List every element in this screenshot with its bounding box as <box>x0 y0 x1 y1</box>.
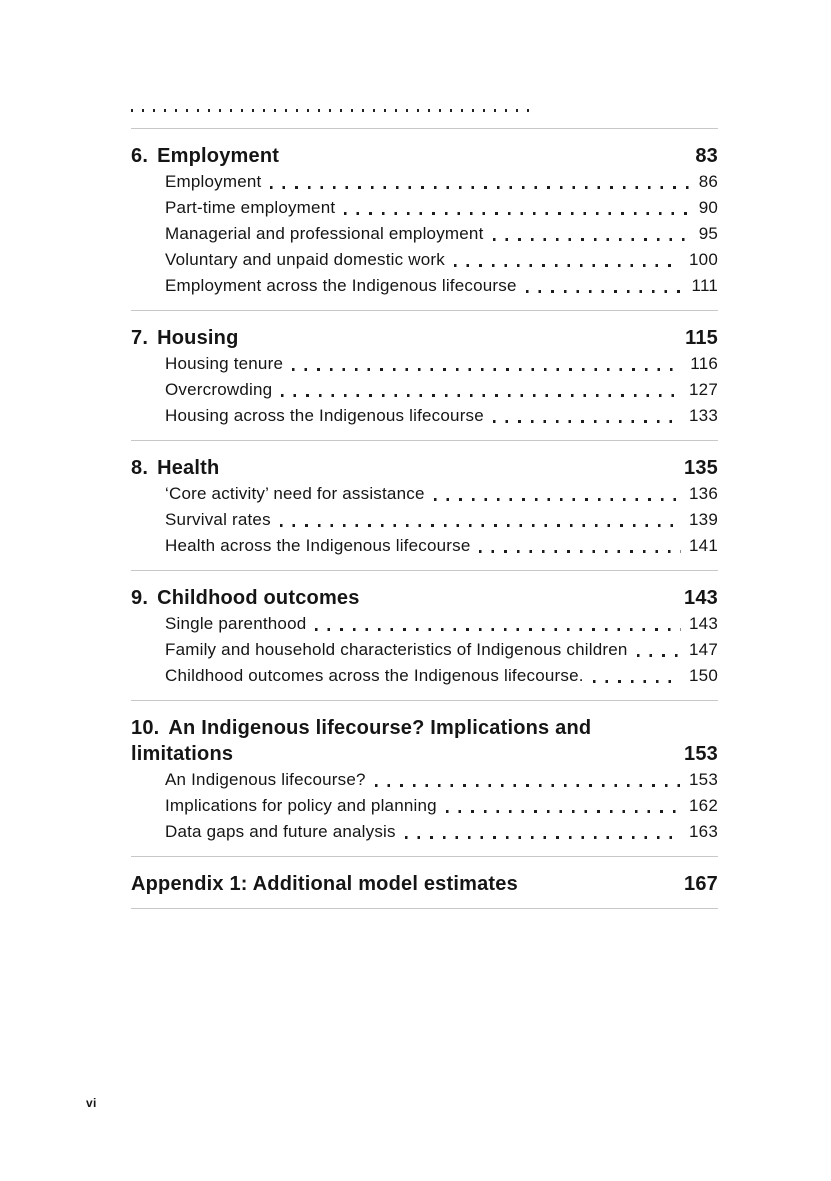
entry-title: An Indigenous lifecourse? <box>165 770 366 789</box>
clipped-text-remnant <box>131 109 533 112</box>
chapter-page-number: 115 <box>685 327 718 349</box>
dot-leader <box>344 212 690 215</box>
chapter-name: Health <box>157 457 220 479</box>
entry-page-number: 163 <box>689 822 718 841</box>
chapter-number: 6. <box>131 145 149 167</box>
entry-list <box>131 481 718 559</box>
entry-page-number: 139 <box>689 510 718 529</box>
toc-section-lifecourse-implications <box>131 700 718 856</box>
toc-entry <box>165 767 718 793</box>
toc-entry <box>165 611 718 637</box>
toc-section-appendix-1 <box>131 856 718 909</box>
dot-leader <box>454 264 681 267</box>
toc-section-health <box>131 440 718 570</box>
dot-leader <box>493 420 681 423</box>
chapter-heading <box>131 455 718 481</box>
chapter-name: Childhood outcomes <box>157 587 360 609</box>
entry-title: Part-time employment <box>165 198 336 217</box>
toc-entry <box>165 533 718 559</box>
entry-list <box>131 169 718 299</box>
entry-page-number: 100 <box>689 250 718 269</box>
dot-leader <box>434 498 681 501</box>
entry-list <box>131 611 718 689</box>
dot-leader <box>270 186 690 189</box>
entry-title: Voluntary and unpaid domestic work <box>165 250 445 269</box>
chapter-name: An Indigenous lifecourse? Implications and limitations <box>131 717 592 765</box>
toc-entry <box>165 221 718 247</box>
chapter-number: 10. <box>131 717 160 739</box>
toc-entry <box>165 637 718 663</box>
entry-page-number: 86 <box>698 172 718 191</box>
entry-page-number: 95 <box>698 224 718 243</box>
chapter-heading <box>131 143 718 169</box>
entry-title: Health across the Indigenous lifecourse <box>165 536 471 555</box>
entry-title: Overcrowding <box>165 380 273 399</box>
chapter-name: Housing <box>157 327 239 349</box>
entry-page-number: 150 <box>689 666 718 685</box>
entry-page-number: 136 <box>689 484 718 503</box>
dot-leader <box>405 836 681 839</box>
chapter-page-number: 143 <box>684 587 718 609</box>
chapter-title <box>131 871 684 897</box>
chapter-number: 7. <box>131 327 149 349</box>
chapter-name: Appendix 1: Additional model estimates <box>131 873 518 895</box>
entry-title: ‘Core activity’ need for assistance <box>165 484 425 503</box>
entry-title: Housing tenure <box>165 354 284 373</box>
entry-page-number: 90 <box>698 198 718 217</box>
chapter-heading <box>131 585 718 611</box>
entry-list <box>131 767 718 845</box>
dot-leader <box>315 628 681 631</box>
entry-page-number: 162 <box>689 796 718 815</box>
chapter-name: Employment <box>157 145 280 167</box>
dot-leader <box>479 550 681 553</box>
toc-entry <box>165 403 718 429</box>
folio-page-number: vi <box>86 1096 97 1110</box>
toc-entry <box>165 351 718 377</box>
chapter-page-number: 153 <box>684 743 718 765</box>
entry-title: Childhood outcomes across the Indigenous lifecourse. <box>165 666 584 685</box>
entry-title: Housing across the Indigenous lifecourse <box>165 406 484 425</box>
dot-leader <box>493 238 691 241</box>
entry-page-number: 133 <box>689 406 718 425</box>
dot-leader <box>593 680 681 683</box>
toc-entry <box>165 247 718 273</box>
dot-leader <box>375 784 681 787</box>
entry-title: Employment <box>165 172 262 191</box>
toc-content <box>131 0 718 909</box>
chapter-heading <box>131 871 718 897</box>
toc-entry <box>165 273 718 299</box>
chapter-title <box>131 455 684 481</box>
chapter-heading <box>131 325 718 351</box>
entry-page-number: 153 <box>689 770 718 789</box>
dot-leader <box>281 394 681 397</box>
toc-entry <box>165 663 718 689</box>
toc-entry <box>165 377 718 403</box>
toc-section-housing <box>131 310 718 440</box>
entry-title: Single parenthood <box>165 614 307 633</box>
chapter-number: 8. <box>131 457 149 479</box>
entry-title: Implications for policy and planning <box>165 796 437 815</box>
toc-section-childhood-outcomes <box>131 570 718 700</box>
entry-title: Data gaps and future analysis <box>165 822 396 841</box>
entry-page-number: 141 <box>689 536 718 555</box>
entry-list <box>131 351 718 429</box>
dot-leader <box>280 524 681 527</box>
chapter-page-number: 167 <box>684 873 718 895</box>
toc-entry <box>165 195 718 221</box>
entry-title: Managerial and professional employment <box>165 224 484 243</box>
chapter-number: 9. <box>131 587 149 609</box>
chapter-heading <box>131 715 718 767</box>
dot-leader <box>526 290 684 293</box>
entry-page-number: 127 <box>689 380 718 399</box>
dot-leader <box>292 368 682 371</box>
entry-title: Survival rates <box>165 510 271 529</box>
entry-page-number: 143 <box>689 614 718 633</box>
toc-entry <box>165 507 718 533</box>
toc-entry <box>165 169 718 195</box>
dot-leader <box>446 810 681 813</box>
chapter-page-number: 83 <box>695 145 718 167</box>
entry-page-number: 147 <box>689 640 718 659</box>
toc-entry <box>165 819 718 845</box>
chapter-page-number: 135 <box>684 457 718 479</box>
chapter-title <box>131 715 684 767</box>
toc-section-employment <box>131 128 718 310</box>
toc-entry <box>165 481 718 507</box>
toc-entry <box>165 793 718 819</box>
entry-page-number: 116 <box>690 354 718 373</box>
chapter-title <box>131 585 684 611</box>
entry-title: Family and household characteristics of Indigenous children <box>165 640 628 659</box>
chapter-title <box>131 325 685 351</box>
chapter-title <box>131 143 695 169</box>
dot-leader <box>637 654 681 657</box>
entry-title: Employment across the Indigenous lifecourse <box>165 276 517 295</box>
entry-page-number: 111 <box>691 276 718 295</box>
